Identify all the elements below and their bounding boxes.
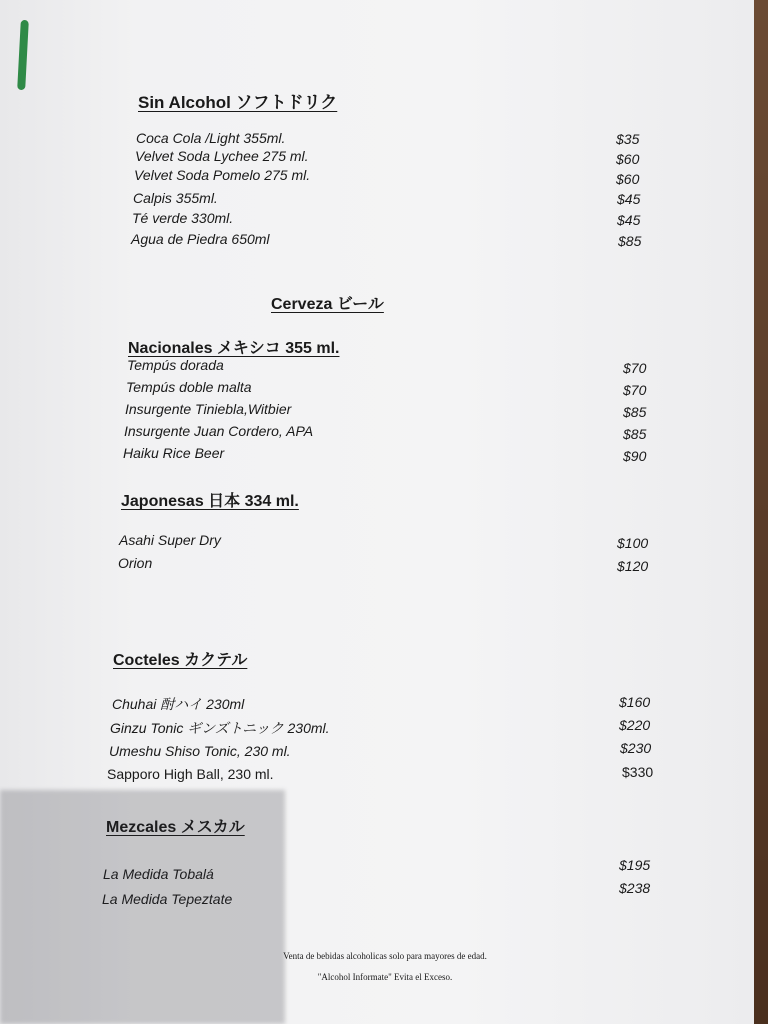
menu-item-price: $160 [619, 694, 651, 710]
table-edge [754, 0, 768, 1024]
menu-item-price: $35 [616, 131, 640, 147]
menu-item-name: Té verde 330ml. [132, 210, 234, 226]
menu-item-price: $45 [617, 212, 641, 228]
menu-item-price: $70 [623, 382, 647, 398]
footer-legal-line: Venta de bebidas alcoholicas solo para mayores de edad. [283, 951, 487, 961]
menu-item-name: Velvet Soda Pomelo 275 ml. [134, 167, 311, 183]
menu-item-name: Ginzu Tonic ギンズトニック 230ml. [110, 720, 330, 736]
menu-item-name: La Medida Tobalá [103, 866, 214, 882]
heading-cerveza: Cerveza ビール [271, 296, 384, 313]
menu-item-name: Asahi Super Dry [119, 532, 221, 548]
menu-item-price: $85 [623, 426, 647, 442]
menu-item-name: Tempús dorada [127, 357, 224, 373]
menu-item-name: Agua de Piedra 650ml [131, 231, 270, 247]
heading-japonesas: Japonesas 日本 334 ml. [121, 493, 299, 510]
menu-item-price: $230 [620, 740, 652, 756]
menu-item-price: $60 [616, 151, 640, 167]
menu-item-price: $70 [623, 360, 647, 376]
menu-item-name: Tempús doble malta [126, 379, 252, 395]
menu-item-name: Coca Cola /Light 355ml. [136, 130, 286, 146]
heading-cocteles: Cocteles カクテル [113, 652, 248, 669]
menu-item-price: $330 [622, 764, 654, 780]
footer-slogan: "Alcohol Informate" Evita el Exceso. [317, 972, 453, 982]
heading-mezcales: Mezcales メスカル [106, 819, 245, 836]
menu-item-price: $100 [617, 535, 649, 551]
menu-item-price: $45 [617, 191, 641, 207]
menu-item-price: $60 [616, 171, 640, 187]
menu-item-price: $85 [618, 233, 642, 249]
menu-item-name: Calpis 355ml. [133, 190, 218, 206]
menu-item-name: La Medida Tepeztate [102, 891, 233, 907]
menu-item-price: $120 [617, 558, 649, 574]
menu-item-name: Umeshu Shiso Tonic, 230 ml. [109, 743, 291, 759]
menu-item-price: $238 [619, 880, 651, 896]
heading-sin-alcohol: Sin Alcohol ソフトドリク [138, 93, 338, 112]
menu-item-name: Insurgente Tiniebla,Witbier [125, 401, 292, 417]
menu-item-price: $90 [623, 448, 647, 464]
heading-nacionales: Nacionales メキシコ 355 ml. [128, 340, 340, 357]
menu-item-price: $195 [619, 857, 651, 873]
menu-item-price: $220 [619, 717, 651, 733]
hand-shadow [0, 790, 285, 1024]
menu-item-price: $85 [623, 404, 647, 420]
menu-item-name: Orion [118, 555, 153, 571]
menu-item-name: Velvet Soda Lychee 275 ml. [135, 148, 309, 164]
menu-item-name: Sapporo High Ball, 230 ml. [107, 766, 274, 782]
menu-item-name: Insurgente Juan Cordero, APA [124, 423, 314, 439]
menu-item-name: Haiku Rice Beer [123, 445, 225, 461]
menu-item-name: Chuhai 酎ハイ 230ml [112, 696, 245, 712]
